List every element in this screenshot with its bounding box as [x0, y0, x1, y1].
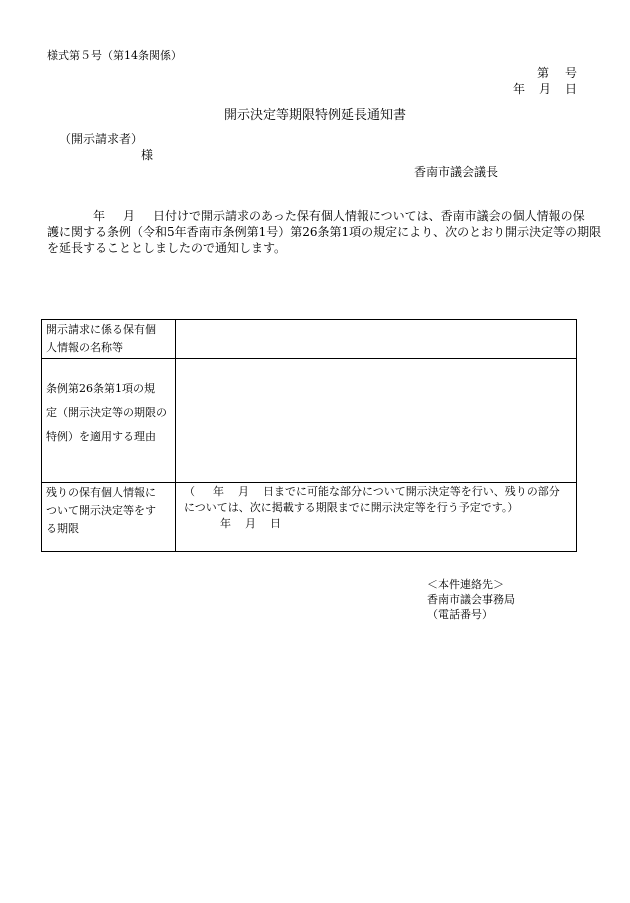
addressee-requester: （開示請求者）	[59, 132, 144, 146]
date-year: 年	[512, 82, 525, 96]
deadline-month: 月	[238, 485, 249, 498]
date-day: 日	[564, 82, 577, 96]
value-reason[interactable]	[176, 359, 577, 483]
contact-office: 香南市議会事務局	[427, 593, 515, 606]
deadline-line-2: については、次に掲載する期限までに開示決定等を行う予定です。）	[184, 501, 519, 514]
document-title: 開示決定等期限特例延長通知書	[223, 108, 406, 123]
final-month: 月	[245, 517, 256, 530]
table-row	[42, 483, 577, 552]
final-day: 日	[270, 517, 281, 530]
deadline-line-3	[184, 516, 572, 532]
contact-phone: （電話番号）	[427, 608, 493, 621]
issuer-name: 香南市議会議長	[414, 165, 499, 179]
label-line: 特例）を適用する理由	[46, 430, 156, 443]
label-line: 人情報の名称等	[46, 341, 123, 354]
label-line: ついて開示決定等をす	[46, 504, 156, 517]
deadline-year: 年	[213, 485, 224, 498]
body-year: 年	[93, 209, 106, 223]
label-info-name	[42, 320, 176, 359]
details-table	[41, 319, 577, 552]
date-month: 月	[538, 82, 551, 96]
notice-body	[47, 208, 602, 256]
deadline-line-1	[184, 484, 572, 500]
value-info-name[interactable]	[176, 320, 577, 359]
label-line: る期限	[46, 522, 79, 535]
number-prefix: 第	[536, 66, 549, 80]
paren-open: （	[184, 485, 195, 498]
body-line-1	[47, 208, 587, 224]
final-year: 年	[220, 517, 231, 530]
form-number: 様式第５号（第14条関係）	[47, 49, 182, 62]
label-reason	[42, 359, 176, 483]
label-line: 条例第26条第1項の規	[46, 382, 155, 395]
label-line: 定（開示決定等の期限の	[46, 406, 167, 419]
document-date-line	[513, 80, 577, 97]
addressee-honorific: 様	[141, 148, 154, 162]
contact-block	[427, 577, 515, 622]
value-deadline[interactable]	[176, 483, 577, 552]
label-deadline	[42, 483, 176, 552]
body-line-1-rest: 日付けで開示請求のあった保有個人情報については、香南市議会の個人情報の保	[153, 209, 585, 223]
body-month: 月	[123, 209, 136, 223]
label-line: 残りの保有個人情報に	[46, 486, 156, 499]
contact-heading: ＜本件連絡先＞	[427, 578, 504, 591]
label-line: 開示請求に係る保有個	[46, 323, 156, 336]
deadline-line-1-rest: 日までに可能な部分について開示決定等を行い、残りの部分	[263, 485, 560, 498]
number-suffix: 号	[564, 66, 577, 80]
table-row	[42, 320, 577, 359]
body-line-3: を延長することとしましたので通知します。	[47, 241, 287, 255]
document-number-line	[537, 64, 577, 81]
table-row	[42, 359, 577, 483]
body-line-2: 護に関する条例（令和5年香南市条例第1号）第26条第1項の規定により、次のとおり開示決定等の期限	[47, 225, 602, 239]
